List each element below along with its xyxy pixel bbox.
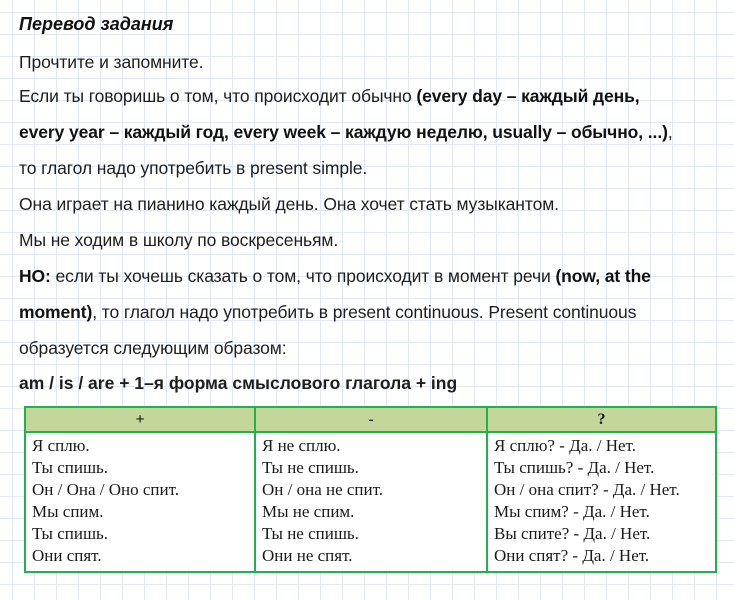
table-cell: Он / она спит? - Да. / Нет. xyxy=(494,480,680,499)
column-question xyxy=(487,432,716,572)
paragraph-time-markers xyxy=(19,114,729,150)
table-row xyxy=(25,432,716,572)
table-cell: Вы спите? - Да. / Нет. xyxy=(494,524,651,543)
table-cell: Ты спишь? - Да. / Нет. xyxy=(494,458,655,477)
table-header-row xyxy=(25,407,716,432)
paragraph-example-piano: Она играет на пианино каждый день. Она хочет стать музыкантом. xyxy=(19,194,559,214)
document-title: Перевод задания xyxy=(19,14,174,34)
table-cell: Он / она не спит. xyxy=(262,480,384,499)
text-regular: , то глагол надо употребить в present continuous. Present continuous xyxy=(92,302,637,322)
table-cell: Они не спят. xyxy=(262,546,353,565)
text-bold-examples: every year – каждый год, every week – каждую неделю, usually – обычно, ...) xyxy=(19,122,668,142)
table-cell: Ты не спишь. xyxy=(262,524,359,543)
table-cell: Мы спим. xyxy=(32,502,104,521)
table-cell: Ты не спишь. xyxy=(262,458,359,477)
table-cell: Я сплю. xyxy=(32,436,90,455)
text-bold-examples: moment) xyxy=(19,302,93,322)
table-cell: Мы спим? - Да. / Нет. xyxy=(494,502,650,521)
conjugation-table xyxy=(24,406,717,573)
table-cell: Я сплю? - Да. / Нет. xyxy=(494,436,636,455)
text-bold-examples: (now, at the xyxy=(555,266,651,286)
text-bold-examples: (every day – каждый день, xyxy=(416,86,640,106)
text-regular: Если ты говоришь о том, что происходит обычно xyxy=(19,86,417,106)
column-positive xyxy=(25,432,255,572)
paragraph-present-continuous xyxy=(19,294,729,330)
table-cell: Я не сплю. xyxy=(262,436,341,455)
paragraph-read-and-remember: Прочтите и запомните. xyxy=(19,52,204,72)
header-positive: + xyxy=(25,407,255,432)
text-bold-but: НО: xyxy=(19,266,51,286)
document-body xyxy=(19,13,729,400)
text-regular: если ты хочешь сказать о том, что происходит в момент речи xyxy=(50,266,556,286)
table-cell: Мы не спим. xyxy=(262,502,355,521)
header-negative: - xyxy=(255,407,487,432)
table-cell: Он / Она / Оно спит. xyxy=(32,480,180,499)
paragraph-present-simple: то глагол надо употребить в present simple. xyxy=(19,158,368,178)
paragraph-formed-as: образуется следующим образом: xyxy=(19,338,287,358)
table-cell: Они спят. xyxy=(32,546,102,565)
grammar-formula: am / is / are + 1–я форма смыслового глагола + ing xyxy=(19,373,458,393)
table-cell: Ты спишь. xyxy=(32,524,109,543)
paragraph-but-now xyxy=(19,258,729,294)
column-negative xyxy=(255,432,487,572)
table-cell: Ты спишь. xyxy=(32,458,109,477)
paragraph-example-school: Мы не ходим в школу по воскресеньям. xyxy=(19,230,339,250)
table-cell: Они спят? - Да. / Нет. xyxy=(494,546,650,565)
paragraph-if-usually xyxy=(19,78,729,114)
text-regular: , xyxy=(667,122,673,142)
header-question: ? xyxy=(487,407,716,432)
